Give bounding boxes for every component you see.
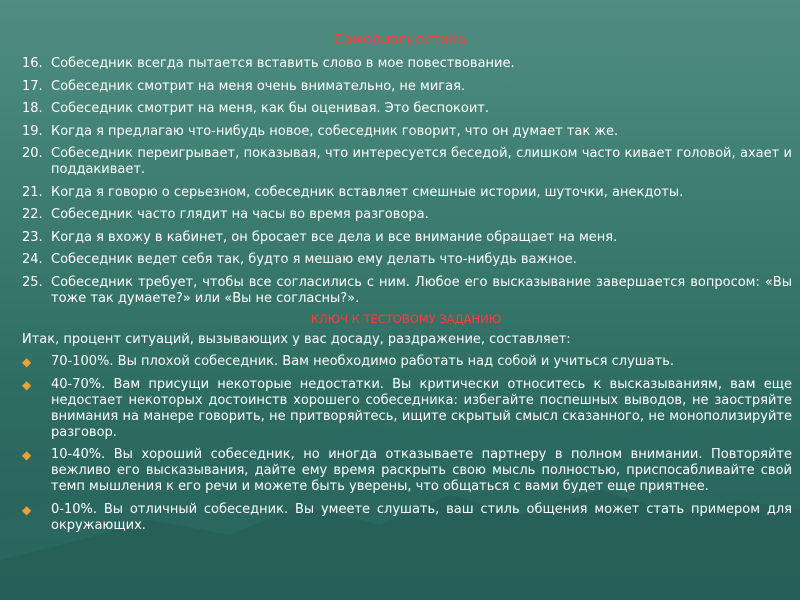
list-item	[20, 275, 792, 307]
result-item	[20, 377, 792, 441]
list-item	[20, 207, 792, 223]
item-text: Собеседник переигрывает, показывая, что интересуется беседой, слишком часто кивает головой, ахает и поддакивает.	[51, 146, 792, 177]
diamond-bullet-icon: ◆	[22, 448, 32, 462]
key-heading: КЛЮЧ К ТЕСТОВОМУ ЗАДАНИЮ	[310, 312, 502, 326]
list-item	[20, 230, 792, 246]
diamond-bullet-icon: ◆	[22, 377, 32, 392]
list-item	[20, 252, 792, 268]
diamond-bullet-icon: ◆	[22, 355, 32, 369]
list-item	[20, 185, 792, 201]
item-number: 22.	[22, 207, 43, 222]
item-text: Собеседник всегда пытается вставить слово в мое повествование.	[51, 56, 515, 71]
item-number: 19.	[22, 123, 43, 139]
item-text: Собеседник смотрит на меня, как бы оценивая. Это беспокоит.	[51, 101, 489, 116]
item-number: 23.	[22, 229, 43, 245]
result-item	[20, 354, 792, 370]
item-number: 25.	[22, 274, 43, 290]
list-item	[20, 101, 792, 117]
slide-content	[20, 56, 792, 540]
list-item	[20, 146, 792, 178]
item-text: Собеседник требует, чтобы все согласились с ним. Любое его высказывание завершается вопросом: «Вы тоже так думаете?» или «Вы не согласны?».	[51, 274, 792, 306]
item-number: 24.	[22, 252, 43, 267]
result-text: 70-100%. Вы плохой собеседник. Вам необходимо работать над собой и учиться слушать.	[51, 354, 675, 369]
item-text: Собеседник ведет себя так, будто я мешаю ему делать что-нибудь важное.	[51, 252, 577, 267]
item-text: Собеседник смотрит на меня очень внимательно, не мигая.	[51, 78, 466, 94]
result-text: 0-10%. Вы отличный собеседник. Вы умеете слушать, ваш стиль общения может стать примером для окружающих.	[51, 501, 792, 533]
item-number: 20.	[22, 146, 43, 161]
item-number: 21.	[22, 184, 43, 200]
diamond-bullet-icon: ◆	[22, 502, 32, 517]
list-item	[20, 56, 792, 72]
item-number: 16.	[22, 56, 43, 71]
list-item	[20, 79, 792, 95]
item-text: Когда я предлагаю что-нибудь новое, собеседник говорит, что он думает так же.	[51, 123, 619, 139]
item-number: 17.	[22, 78, 43, 94]
key-intro: Итак, процент ситуаций, вызывающих у вас досаду, раздражение, составляет:	[22, 332, 571, 347]
result-text: 10-40%. Вы хороший собеседник, но иногда отказываете партнеру в полном внимании. Повторяйте вежливо его высказывания, дайте ему время раскрыть свою мысль полностью, приспосабливайте свой темп мышления к его речи и можете быть уверены, что общаться с вами будет еще приятнее.	[51, 447, 792, 494]
slide-title: Самодиагностика	[334, 32, 466, 48]
item-text: Когда я говорю о серьезном, собеседник вставляет смешные истории, шуточки, анекдоты.	[51, 184, 684, 200]
item-text: Когда я вхожу в кабинет, он бросает все дела и все внимание обращает на меня.	[51, 229, 618, 245]
item-text: Собеседник часто глядит на часы во время разговора.	[51, 207, 429, 222]
result-item	[20, 447, 792, 495]
list-item	[20, 124, 792, 140]
result-text: 40-70%. Вам присущи некоторые недостатки. Вы критически относитесь к высказываниям, вам еще недостает некоторых достоинств хорошего собеседника: избегайте поспешных выводов, не заостряйте внимания на манере говорить, не притворяйтесь, ищите скрытый смысл сказанного, не монополизируйте разговор.	[51, 376, 792, 440]
result-item	[20, 502, 792, 534]
item-number: 18.	[22, 101, 43, 116]
